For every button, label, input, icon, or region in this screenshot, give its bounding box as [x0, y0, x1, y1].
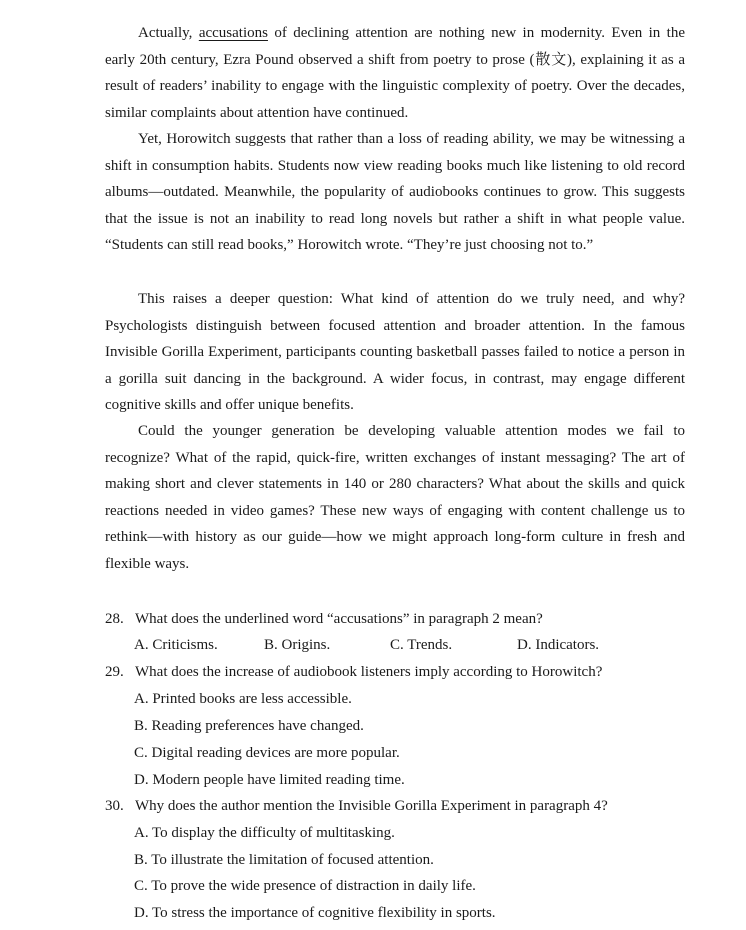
paragraph-2-text: Yet, Horowitch suggests that rather than a loss of reading ability, we may be witnessing a shift in consumption habits. Students now view reading books much like listening to old record albums—outdated. Meanwhile, the popularity of audiobooks continues to grow. This suggests that the issue is not an inability to read long novels but rather a shift in what people value. “Students can still read books,” Horowitch wrote. “They’re just choosing not to.” [105, 131, 685, 253]
option-d[interactable]: D. Modern people have limited reading time. [134, 772, 405, 788]
option-b[interactable]: B. Origins. [264, 637, 331, 653]
paragraph-4 [105, 418, 685, 577]
question-30 [105, 793, 705, 820]
option-a[interactable]: A. To display the difficulty of multitasking. [134, 825, 395, 841]
paragraph-4-text: Could the younger generation be developing valuable attention modes we fail to recognize? What of the rapid, quick-fire, written exchanges of instant messaging? The art of making short and clever statements in 140 or 280 characters? What about the skills and quick reactions needed in video games? These new ways of engaging with content challenge us to rethink—with history as our guide—how we might approach long-form culture in fresh and flexible ways. [105, 423, 685, 572]
question-29 [105, 659, 705, 686]
option-a[interactable]: A. Criticisms. [134, 637, 218, 653]
option-c[interactable]: C. To prove the wide presence of distraction in daily life. [134, 878, 476, 894]
option-d[interactable]: D. Indicators. [517, 637, 600, 653]
question-number: 30. [105, 798, 124, 814]
option-a[interactable]: A. Printed books are less accessible. [134, 691, 352, 707]
question-text: What does the underlined word “accusations” in paragraph 2 mean? [135, 611, 543, 627]
option-b[interactable]: B. To illustrate the limitation of focused attention. [134, 852, 434, 868]
paragraph-1 [105, 20, 685, 126]
option-c[interactable]: C. Digital reading devices are more popular. [134, 745, 400, 761]
option-c[interactable]: C. Trends. [390, 637, 453, 653]
question-text: What does the increase of audiobook listeners imply according to Horowitch? [135, 664, 603, 680]
paragraph-2 [105, 126, 685, 259]
paragraph-3-text: This raises a deeper question: What kind of attention do we truly need, and why? Psychologists distinguish between focused attention and broader attention. In the famous Invisible Gorilla Experiment, participants counting basketball passes failed to notice a person in a gorilla suit dancing in the background. A wider focus, in contrast, may engage different cognitive skills and offer unique benefits. [105, 291, 685, 413]
question-number: 28. [105, 611, 124, 627]
underlined-word: accusations [198, 25, 268, 41]
paragraph-1-lead: Actually, [138, 25, 199, 41]
question-text: Why does the author mention the Invisible Gorilla Experiment in paragraph 4? [135, 798, 608, 814]
question-number: 29. [105, 664, 124, 680]
paragraph-1-rest: of declining attention are nothing new in modernity. Even in the early 20th century, Ezra Pound observed a shift from poetry to prose (散文), explaining it as a result of readers’ inability to engage with the linguistic complexity of poetry. Over the decades, similar complaints about attention have continued. [105, 25, 685, 121]
question-28 [105, 606, 705, 633]
option-d[interactable]: D. To stress the importance of cognitive flexibility in sports. [134, 905, 496, 921]
paragraph-3 [105, 286, 685, 419]
option-b[interactable]: B. Reading preferences have changed. [134, 718, 364, 734]
